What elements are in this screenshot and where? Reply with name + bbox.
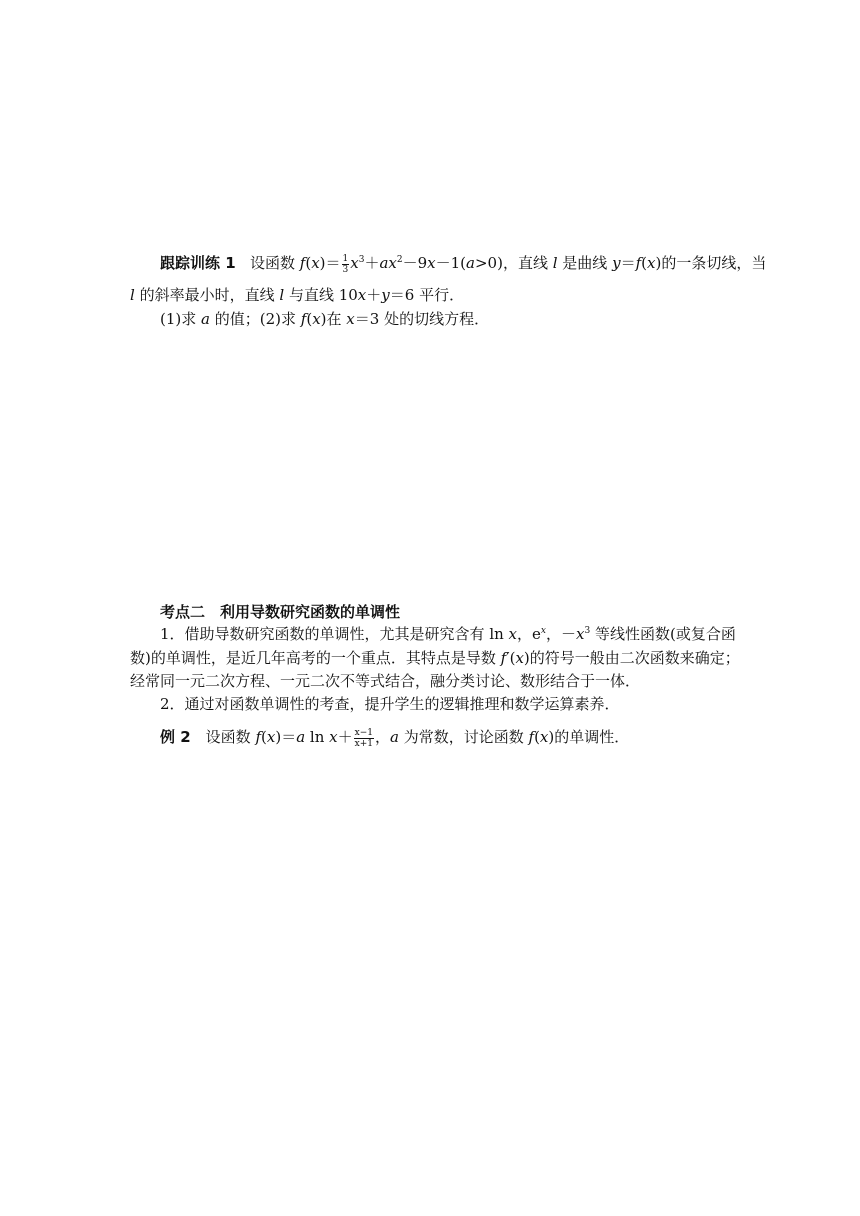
text: (1)求 xyxy=(160,310,202,328)
text: ( xyxy=(305,254,312,272)
text: x xyxy=(427,254,436,272)
text: ＋ xyxy=(337,728,353,746)
text: f xyxy=(300,310,307,328)
superscript: 3 xyxy=(584,626,591,636)
practice-line-2 xyxy=(130,284,464,306)
text: 为常数，讨论函数 xyxy=(398,728,529,746)
text: a xyxy=(201,310,210,328)
text: ， xyxy=(374,728,390,746)
superscript: x xyxy=(540,626,546,636)
text: x xyxy=(357,286,367,304)
text: 的斜率最小时，直线 xyxy=(134,286,280,304)
text: >0)，直线 xyxy=(474,254,553,272)
text: f xyxy=(635,254,642,272)
superscript: 3 xyxy=(358,255,365,265)
text: x xyxy=(311,254,320,272)
text: 与直线 10 xyxy=(284,286,358,304)
text: ，e xyxy=(517,625,541,643)
text: x xyxy=(508,625,518,643)
example-label: 例 2 xyxy=(160,728,191,746)
fraction-denominator: x+1 xyxy=(354,738,373,749)
fraction xyxy=(354,728,374,749)
text: ＋ xyxy=(364,254,380,272)
text: a xyxy=(390,728,399,746)
text: )的单调性． xyxy=(548,728,630,746)
text: x xyxy=(539,728,549,746)
text: f xyxy=(500,649,507,667)
text: ＝ xyxy=(620,254,636,272)
text: f xyxy=(255,728,262,746)
text: x xyxy=(312,310,321,328)
text: ，－ xyxy=(545,625,576,643)
practice-questions xyxy=(160,308,489,330)
text: a xyxy=(296,728,306,746)
text: f xyxy=(299,254,306,272)
text: x xyxy=(329,728,338,746)
text: ( xyxy=(306,310,313,328)
text: ＝6 平行． xyxy=(389,286,465,304)
practice-line-1 xyxy=(160,252,766,275)
text: x xyxy=(515,649,524,667)
text: )＝ xyxy=(319,254,341,272)
text: －9 xyxy=(402,254,428,272)
text: )的符号一般由二次函数来确定； xyxy=(523,649,740,667)
section-p1-line-2 xyxy=(130,647,740,669)
text: ( xyxy=(261,728,267,746)
text: ln xyxy=(305,728,330,746)
text: ax xyxy=(379,254,397,272)
text: y xyxy=(612,254,621,272)
text: ＝3 处的切线方程． xyxy=(354,310,490,328)
text: 1．借助导数研究函数的单调性，尤其是研究含有 ln xyxy=(160,625,509,643)
example-line xyxy=(160,726,629,749)
text: l xyxy=(552,254,558,272)
section-title: 考点二 利用导数研究函数的单调性 xyxy=(160,603,401,621)
text: )的一条切线，当 xyxy=(655,254,767,272)
text: y xyxy=(381,286,390,304)
fraction-numerator: 1 xyxy=(342,253,349,264)
text: x xyxy=(346,310,355,328)
text: 设函数 xyxy=(249,254,300,272)
practice-label: 跟踪训练 1 xyxy=(160,254,236,272)
section-p1-line-3: 经常同一元二次方程、一元二次不等式结合，融分类讨论、数形结合于一体． xyxy=(130,672,641,690)
text: x xyxy=(576,625,585,643)
text: x xyxy=(647,254,656,272)
text: 数)的单调性，是近几年高考的一个重点．其特点是导数 xyxy=(130,649,501,667)
text: ＋ xyxy=(366,286,382,304)
text: l xyxy=(279,286,285,304)
text: l xyxy=(130,286,135,304)
text: －1( xyxy=(435,254,467,272)
text: )在 xyxy=(320,310,347,328)
text: ′( xyxy=(506,649,516,667)
text: f xyxy=(528,728,535,746)
section-p1-line-1 xyxy=(160,623,736,645)
fraction xyxy=(342,254,350,275)
text: a xyxy=(466,254,475,272)
fraction-numerator: x−1 xyxy=(354,727,373,738)
text: x xyxy=(350,254,359,272)
text: 等线性函数(或复合函 xyxy=(590,625,736,643)
fraction-denominator: 3 xyxy=(342,264,349,275)
text: 是曲线 xyxy=(557,254,613,272)
text: )＝ xyxy=(275,728,297,746)
text: ( xyxy=(534,728,540,746)
text: x xyxy=(266,728,276,746)
section-p2: 2．通过对函数单调性的考查，提升学生的逻辑推理和数学运算素养． xyxy=(160,695,620,713)
text: 的值；(2)求 xyxy=(209,310,301,328)
text: 设函数 xyxy=(190,728,256,746)
superscript: 2 xyxy=(396,255,403,265)
text: ( xyxy=(641,254,647,272)
